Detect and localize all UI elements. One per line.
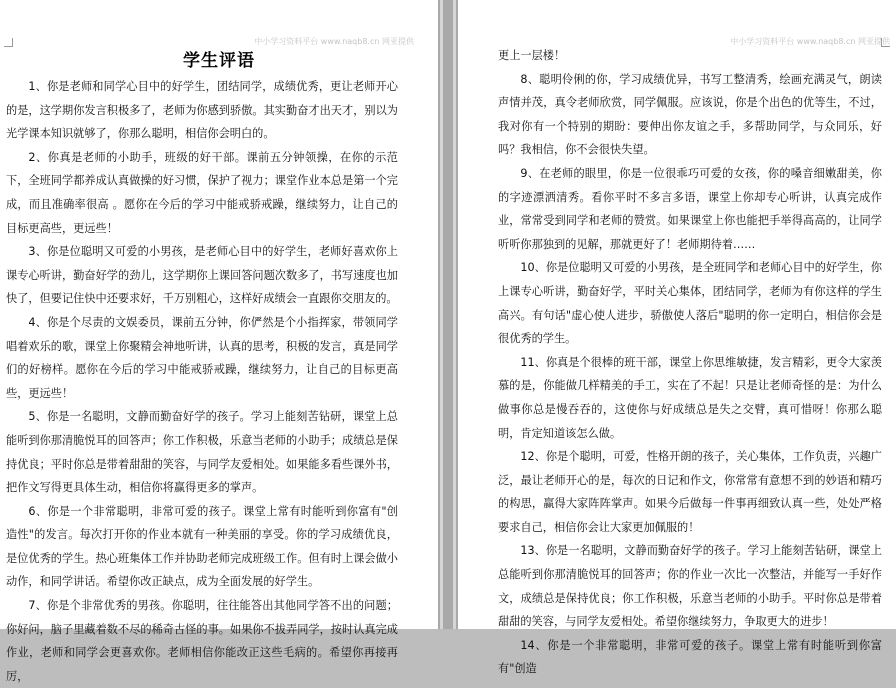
comment-paragraph-9: 9、在老师的眼里，你是一位很乖巧可爱的女孩，你的嗓音细嫩甜美，你的字迹漂洒清秀。看你平时不多言多语，课堂上你却专心听讲，认真完成作业，常常受到同学和老师的赞赏。如果课堂上你也能把手举得高高的，让同学听听你那独到的见解，那就更好了！老师期待着…… <box>498 166 882 251</box>
right-page-body <box>498 44 882 681</box>
comment-paragraph-1: 1、你是老师和同学心目中的好学生，团结同学，成绩优秀，更让老师开心的是，这学期你发言积极多了，老师为你感到骄傲。其实勤奋才出天才，别以为光学课本知识就够了，你那么聪明，相信你会明白的。 <box>6 80 398 141</box>
header-watermark: 中小学习资料平台 www.naqb8.cn 网亚提供 <box>730 37 890 46</box>
page-gutter <box>438 0 458 629</box>
comment-paragraph-14: 14、你是一个非常聪明，非常可爱的孩子。课堂上常有时能听到你富有"创造 <box>498 638 882 676</box>
continuation-line: 更上一层楼！ <box>498 49 566 62</box>
comment-paragraph-4: 4、你是个尽责的文娱委员，课前五分钟，你俨然是个小指挥家，带领同学唱着欢乐的歌，课堂上你聚精会神地听讲，认真的思考，积极的发言，真是同学们的好榜样。愿你在今后的学习中能戒骄戒躁，继续努力，让自己的目标更高些，更远些！ <box>6 315 398 400</box>
left-page-body <box>6 75 398 688</box>
comment-paragraph-8: 8、聪明伶俐的你，学习成绩优异，书写工整清秀，绘画充满灵气，朗读声情并茂，真令老师欣赏，同学佩服。应该说，你是个出色的优等生，不过，我对你有一个特别的期盼：要伸出你友谊之手，多帮助同学，与众同乐，好吗？我相信，你不会很快失望。 <box>498 72 882 157</box>
comment-paragraph-7: 7、你是个非常优秀的男孩。你聪明，往往能答出其他同学答不出的问题；你好问，脑子里藏着数不尽的稀奇古怪的事。如果你不拔弄同学，按时认真完成作业，老师和同学会更喜欢你。老师相信你能改正这些毛病的。希望你再接再厉， <box>6 599 398 683</box>
comment-paragraph-10: 10、你是位聪明又可爱的小男孩，是全班同学和老师心目中的好学生，你上课专心听讲，勤奋好学，平时关心集体，团结同学，老师为有你这样的学生高兴。有句话"虚心使人进步，骄傲使人落后"聪明的你一定明白，相信你会是很优秀的学生。 <box>498 261 882 346</box>
comment-paragraph-13: 13、你是一名聪明，文静而勤奋好学的孩子。学习上能刻苦钻研，课堂上总能听到你那清脆悦耳的回答声；你的作业一次比一次整洁，并能写一手好作文，成绩总是保持优良；你工作积极，乐意当老师的小助手。平时你总是带着甜甜的笑容，与同学友爱相处。希望你继续努力，争取更大的进步！ <box>498 544 882 629</box>
document-page-right <box>458 0 896 676</box>
comment-paragraph-2: 2、你真是老师的小助手，班级的好干部。课前五分钟领操，在你的示范下，全班同学都养成认真做操的好习惯，保护了视力；课堂作业本总是第一个完成，而且准确率很高 。愿你在今后的学习中能戒骄戒躁，继续努力，让自己的目标更高些，更远些！ <box>6 150 398 235</box>
document-page-left <box>0 0 438 683</box>
comment-paragraph-12: 12、你是个聪明，可爱，性格开朗的孩子，关心集体，工作负责，兴趣广泛，最让老师开心的是，每次的日记和作文，你常常有意想不到的妙语和精巧的构思，赢得大家阵阵掌声。如果今后做每一件事再细致认真一些，处处严格要求自己，相信你会让大家更加佩服的！ <box>498 450 882 534</box>
comment-paragraph-11: 11、你真是个很棒的班干部，课堂上你思维敏捷，发言精彩，更令大家羡慕的是，你能做几样精美的手工，实在了不起！只是让老师奇怪的是：为什么做事你总是慢吞吞的，这使你与好成绩总是失之交臂，真可惜呀！你那么聪明，肯定知道该怎么做。 <box>498 355 882 440</box>
document-title: 学生评语 <box>183 51 255 71</box>
comment-paragraph-5: 5、你是一名聪明，文静而勤奋好学的孩子。学习上能刻苦钻研，课堂上总能听到你那清脆悦耳的回答声；你工作积极，乐意当老师的小助手；成绩总是保持优良；平时你总是带着甜甜的笑容，与同学友爱相处。如果能多看些课外书，把作文写得更具体生动，相信你将赢得更多的掌声。 <box>6 410 398 495</box>
comment-paragraph-6: 6、你是一个非常聪明，非常可爱的孩子。课堂上常有时能听到你富有"创造性"的发言。每次打开你的作业本就有一种美丽的享受。你的学习成绩优良，是位优秀的学生。热心班集体工作并协助老师完成班级工作。但有时上课会做小动作，和同学讲话。希望你改正缺点，成为全面发展的好学生。 <box>6 504 398 589</box>
header-watermark: 中小学习资料平台 www.naqb8.cn 网亚提供 <box>254 37 414 46</box>
comment-paragraph-3: 3、你是位聪明又可爱的小男孩，是老师心目中的好学生，老师好喜欢你上课专心听讲，勤奋好学的劲儿，这学期你上课回答问题次数多了，书写速度也加快了，但要记住快中还要求好，千万别粗心，这样好成绩会一直跟你交朋友的。 <box>6 245 398 306</box>
